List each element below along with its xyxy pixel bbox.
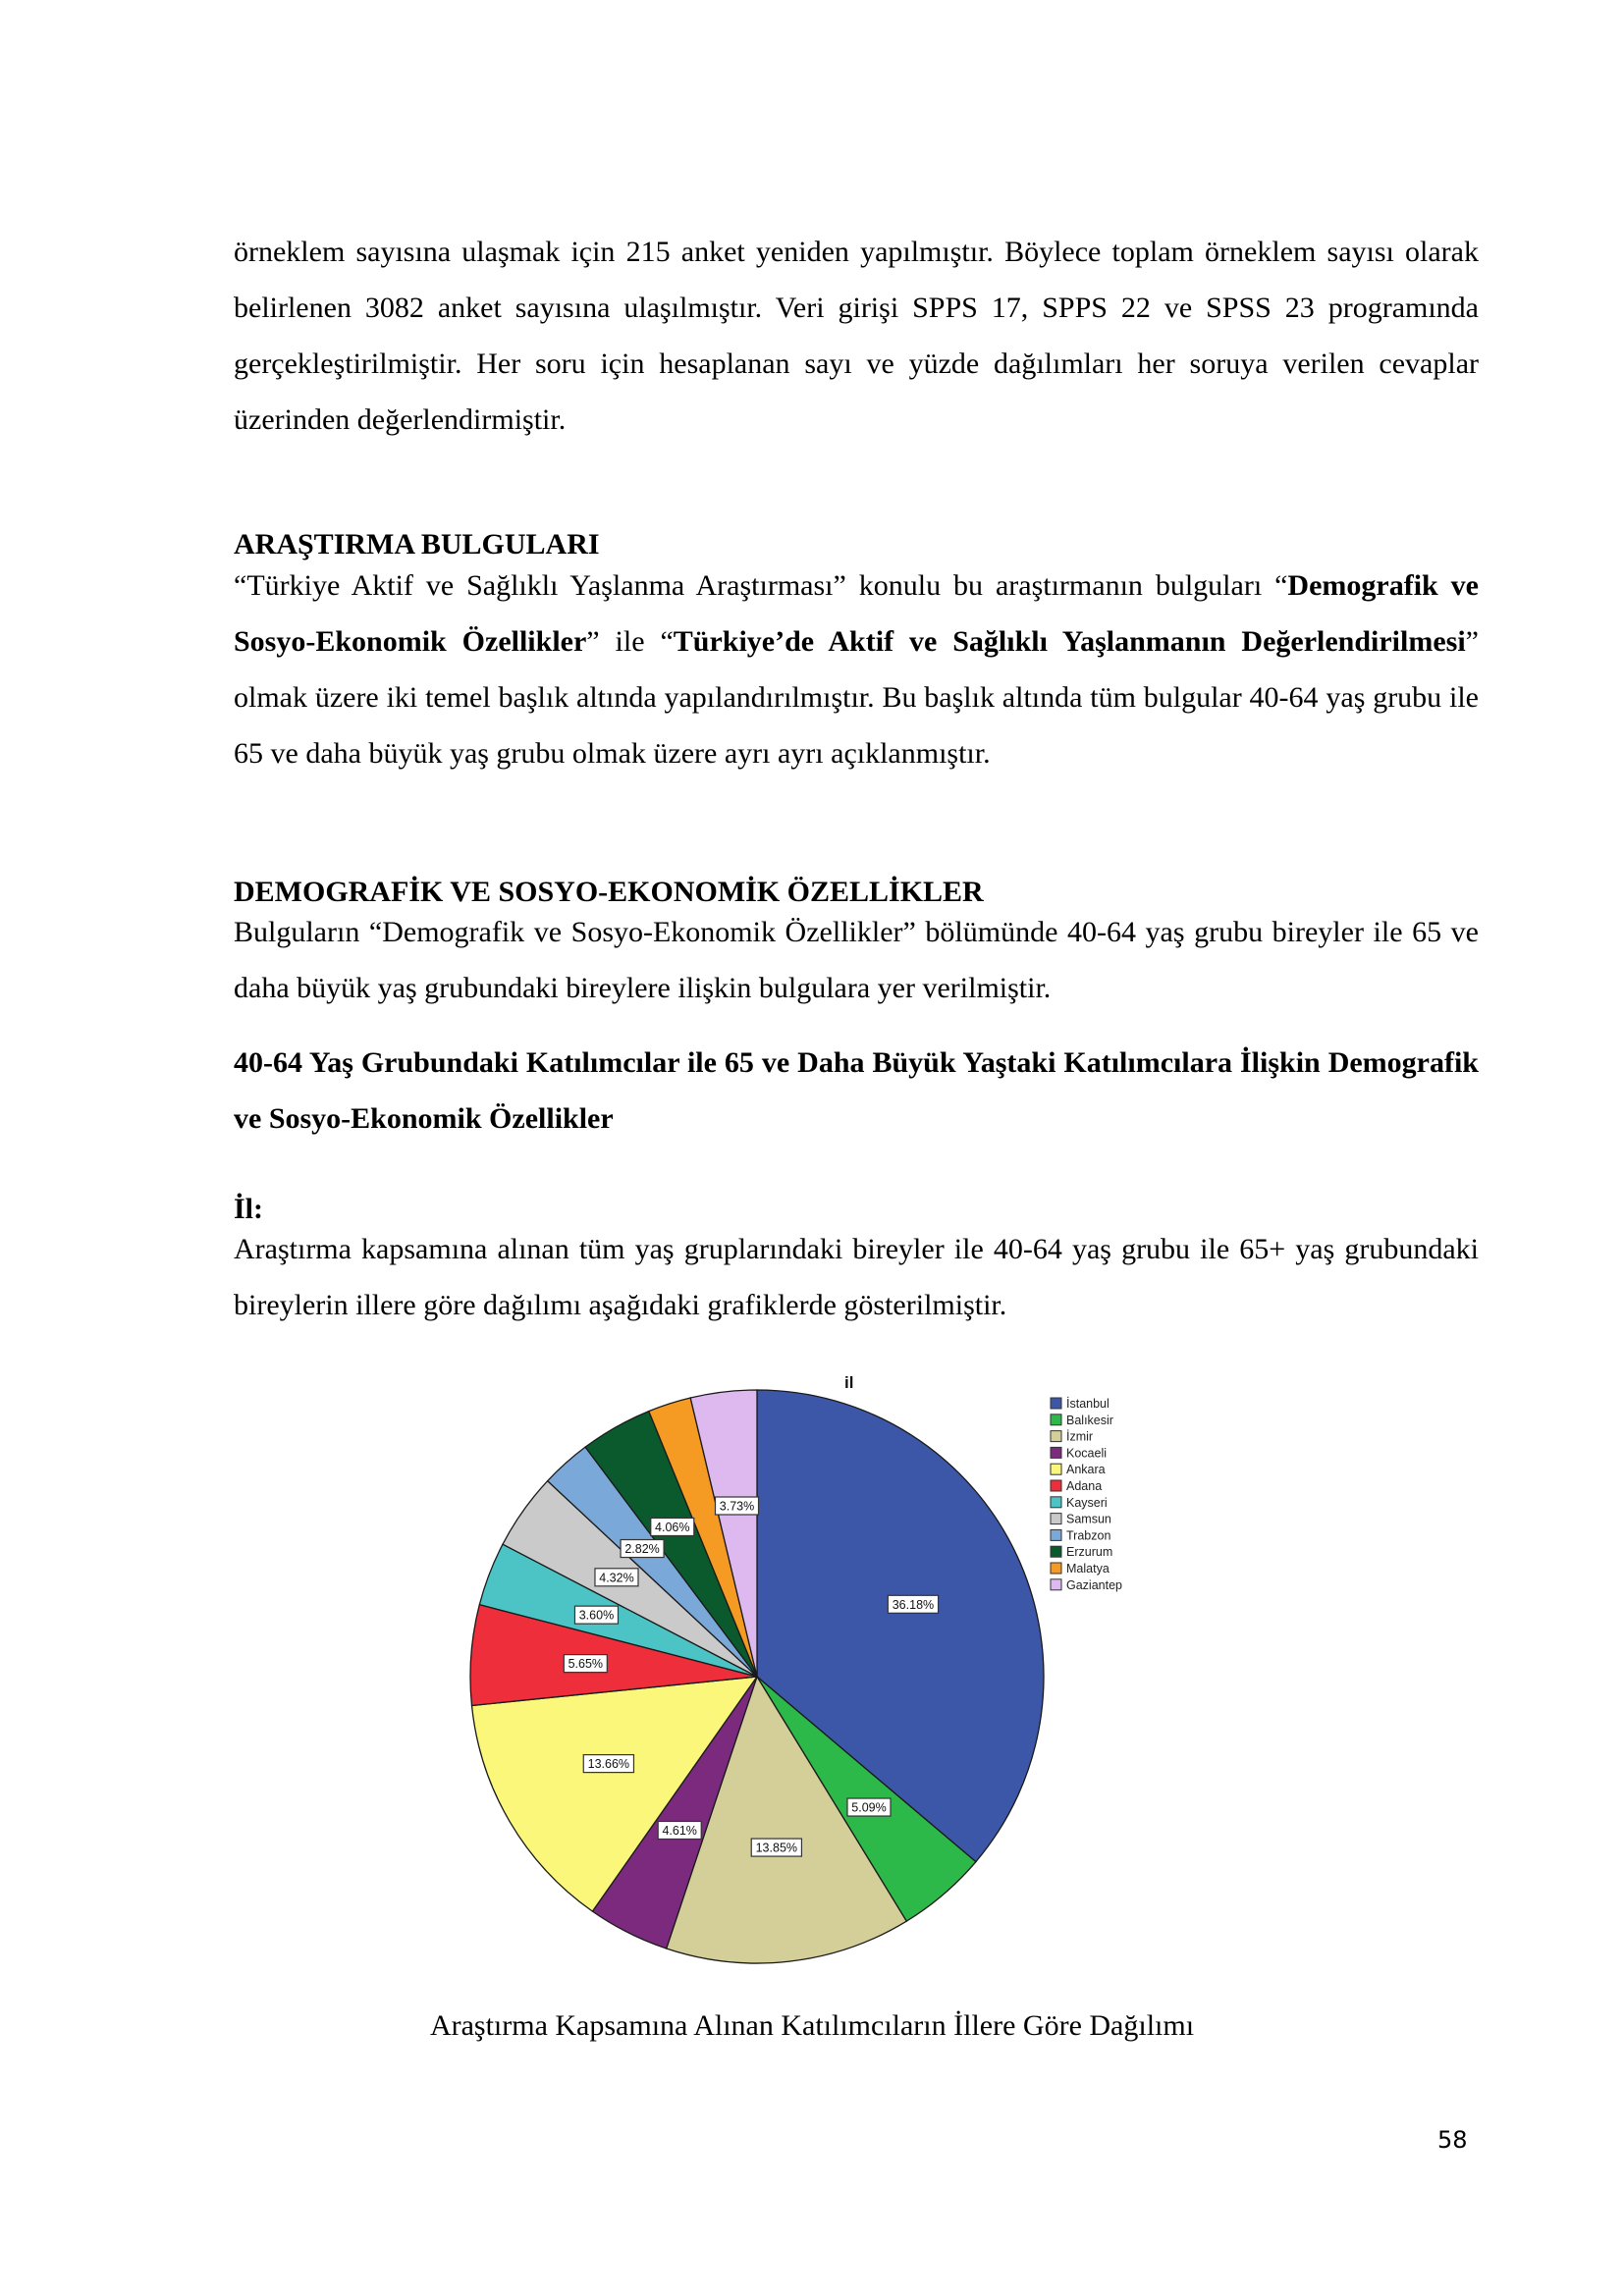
province-heading: İl: xyxy=(234,1193,263,1225)
legend-item-erzurum xyxy=(1051,1545,1112,1559)
legend-swatch xyxy=(1051,1579,1061,1590)
legend-label: Erzurum xyxy=(1066,1545,1113,1560)
legend-label: İstanbul xyxy=(1066,1397,1110,1411)
province-paragraph-text: Araştırma kapsamına alınan tüm yaş gruplarındaki bireyler ile 40-64 yaş grubu ile 65+ yaş grubundaki bireylerin illere göre dağılımı aşağıdaki grafiklerde gösterilmiştir. xyxy=(234,1233,1479,1321)
findings-heading: ARAŞTIRMA BULGULARI xyxy=(234,528,600,561)
legend-swatch xyxy=(1051,1447,1061,1458)
legend-swatch xyxy=(1051,1529,1061,1540)
legend-swatch xyxy=(1051,1431,1061,1442)
legend-swatch xyxy=(1051,1514,1061,1524)
subheading: 40-64 Yaş Grubundaki Katılımcılar ile 65 ve Daha Büyük Yaştaki Katılımcılara İlişkin Demografik ve Sosyo-Ekonomik Özellikler xyxy=(234,1046,1479,1135)
province-pie-chart xyxy=(412,1355,1218,1983)
legend-swatch xyxy=(1051,1546,1061,1557)
findings-paragraph xyxy=(234,558,1479,781)
legend-label: Balıkesir xyxy=(1066,1413,1113,1427)
slice-label-text: 13.66% xyxy=(587,1757,630,1772)
legend-item-malatya xyxy=(1051,1562,1110,1575)
demographic-paragraph-text: Bulguların “Demografik ve Sosyo-Ekonomik Özellikler” bölümünde 40-64 yaş grubu bireyler ile 65 ve daha büyük yaş grubundaki bireylere ilişkin bulgulara yer verilmiştir. xyxy=(234,916,1479,1004)
findings-paragraph-text xyxy=(234,558,1479,781)
legend-item-istanbul xyxy=(1051,1397,1110,1411)
slice-label-text: 2.82% xyxy=(624,1542,660,1557)
findings-text-part2: ” ile “ xyxy=(586,625,674,658)
legend-label: Ankara xyxy=(1066,1463,1106,1477)
slice-label-ankara xyxy=(583,1755,633,1773)
slice-label-text: 5.65% xyxy=(568,1657,604,1672)
slice-label-kayseri xyxy=(574,1606,618,1624)
legend-label: Kocaeli xyxy=(1066,1446,1107,1461)
legend-label: Gaziantep xyxy=(1066,1577,1122,1592)
legend-item-balikesir xyxy=(1051,1414,1113,1427)
legend-swatch xyxy=(1051,1398,1061,1409)
legend-item-kocaeli xyxy=(1051,1446,1107,1460)
legend-label: Trabzon xyxy=(1066,1528,1111,1543)
slice-label-text: 3.73% xyxy=(719,1499,755,1514)
slice-label-erzurum xyxy=(651,1518,694,1535)
slice-label-kocaeli xyxy=(658,1821,701,1839)
slice-label-izmir xyxy=(751,1839,801,1856)
legend-item-izmir xyxy=(1051,1430,1093,1444)
findings-text-part3: ” olmak üzere iki temel başlık altında yapılandırılmıştır. Bu başlık altında tüm bulgular 40-64 yaş grubu ile 65 ve daha büyük yaş grubu olmak üzere ayrı ayrı açıklanmıştır. xyxy=(234,625,1479,770)
legend-label: Kayseri xyxy=(1066,1495,1108,1510)
legend-swatch xyxy=(1051,1563,1061,1574)
intro-paragraph xyxy=(234,224,1479,448)
slice-label-text: 13.85% xyxy=(755,1841,798,1855)
slice-label-text: 3.60% xyxy=(578,1608,615,1623)
slice-label-balikesir xyxy=(847,1798,891,1816)
intro-paragraph-text: örneklem sayısına ulaşmak için 215 anket yeniden yapılmıştır. Böylece toplam örneklem sayısı olarak belirlenen 3082 anket sayısına ulaşılmıştır. Veri girişi SPPS 17, SPPS 22 ve SPSS 23 programında gerçekleştirilmiştir. Her soru için hesaplanan sayı ve yüzde dağılımları her soruya verilen cevaplar üzerinden değerlendirmiştir. xyxy=(234,236,1479,436)
findings-heading-block xyxy=(234,528,1479,561)
legend-item-ankara xyxy=(1051,1463,1106,1476)
page-number: 58 xyxy=(1437,2126,1468,2154)
pie-slices xyxy=(470,1390,1044,1963)
legend-label: Malatya xyxy=(1066,1562,1110,1575)
province-paragraph xyxy=(234,1221,1479,1333)
slice-label-text: 36.18% xyxy=(892,1597,935,1612)
demographic-heading: DEMOGRAFİK VE SOSYO-EKONOMİK ÖZELLİKLER xyxy=(234,876,984,908)
legend-item-kayseri xyxy=(1051,1496,1108,1510)
slice-label-adana xyxy=(564,1655,607,1673)
legend-item-gaziantep xyxy=(1051,1578,1122,1592)
slice-label-text: 4.06% xyxy=(655,1520,690,1534)
slice-label-text: 5.09% xyxy=(851,1800,887,1815)
legend-label: Samsun xyxy=(1066,1512,1111,1526)
demographic-paragraph xyxy=(234,904,1479,1016)
legend-swatch xyxy=(1051,1497,1061,1508)
legend-label: İzmir xyxy=(1066,1429,1094,1444)
chart-legend xyxy=(1051,1397,1122,1592)
slice-label-text: 4.32% xyxy=(599,1571,634,1585)
slice-label-text: 4.61% xyxy=(662,1823,697,1838)
subheading-block xyxy=(234,1035,1479,1147)
findings-text-part1: “Türkiye Aktif ve Sağlıklı Yaşlanma Araştırması” konulu bu araştırmanın bulguları “ xyxy=(234,569,1288,602)
slice-label-trabzon xyxy=(621,1540,664,1558)
findings-bold-demographic: Demografik ve Sosyo-Ekonomik Özellikler xyxy=(234,569,1479,658)
slice-label-samsun xyxy=(595,1569,638,1586)
legend-swatch xyxy=(1051,1480,1061,1491)
legend-swatch xyxy=(1051,1464,1061,1474)
slice-label-istanbul xyxy=(888,1595,938,1613)
legend-item-samsun xyxy=(1051,1513,1111,1526)
legend-label: Adana xyxy=(1066,1479,1103,1493)
slice-label-gaziantep xyxy=(716,1497,759,1515)
legend-swatch xyxy=(1051,1415,1061,1425)
legend-item-adana xyxy=(1051,1479,1102,1493)
findings-bold-evaluation: Türkiye’de Aktif ve Sağlıklı Yaşlanmanın Değerlendirilmesi xyxy=(673,625,1466,658)
legend-item-trabzon xyxy=(1051,1528,1110,1542)
figure-caption: Araştırma Kapsamına Alınan Katılımcıların İllere Göre Dağılımı xyxy=(429,2009,1195,2042)
chart-title: il xyxy=(844,1373,854,1392)
